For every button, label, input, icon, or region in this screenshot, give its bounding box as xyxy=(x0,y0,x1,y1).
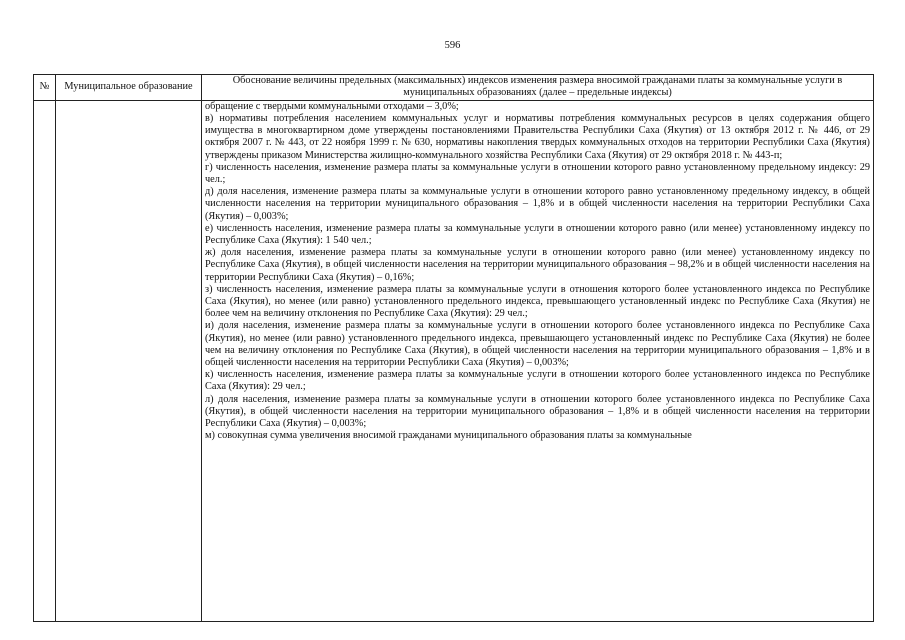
table-row xyxy=(34,100,874,621)
table-header-row xyxy=(34,75,874,101)
paragraph-v-norms: в) нормативы потребления населением коммунальных услуг и нормативы потребления коммунальных ресурсов в целях содержания общего имущества в многоквартирном доме утверждены постановлениями Правительства Республики Саха (Якутия) от 13 октября 2012 г. № 446, от 29 октября 2007 г. № 443, от 22 ноября 1999 г. № 630, нормативы накопления твердых коммунальных отходов на территории Республики Саха (Якутия) утверждены приказом Министерства жилищно-коммунального хозяйства Республики Саха (Якутия) от 29 октября 2018 г. № 443-п; xyxy=(205,113,870,161)
municipality-cell xyxy=(56,100,202,621)
paragraph-m-total: м) совокупная сумма увеличения вносимой гражданами муниципального образования платы за коммунальные xyxy=(205,430,692,442)
justification-cell xyxy=(202,100,874,621)
paragraph-waste: обращение с твердыми коммунальными отходами – 3,0%; xyxy=(205,100,459,112)
column-header-municipality: Муниципальное образование xyxy=(56,75,202,101)
column-header-justification: Обоснование величины предельных (максимальных) индексов изменения размера вносимой гражданами платы за коммунальные услуги в муниципальных образованиях (далее – предельные индексы) xyxy=(202,75,874,101)
paragraph-g-population: г) численность населения, изменение размера платы за коммунальные услуги в отношении которого равно установленному предельному индексу: 29 чел.; xyxy=(205,161,870,186)
paragraph-e-population: е) численность населения, изменение размера платы за коммунальные услуги в отношении которого равно (или менее) установленному индексу по Республике Саха (Якутия): 1 540 чел.; xyxy=(205,222,870,247)
row-number-cell xyxy=(34,100,56,621)
paragraph-z-population: з) численность населения, изменение размера платы за коммунальные услуги в отношения которого более установленного индекса по Республике Саха (Якутия), но менее (или равно) установленного предельного индекса, превышающего установленный индекс по Республике Саха (Якутия) не более чем на величину отклонения по Республике Саха (Якутия): 29 чел.; xyxy=(205,283,870,320)
paragraph-zh-share: ж) доля населения, изменение размера платы за коммунальные услуги в отношении которого равно (или менее) установленному индексу по Республике Саха (Якутия), в общей численности населения на территории муниципального образования – 98,2% и в общей численности населения на территории Республики Саха (Якутия) – 0,16%; xyxy=(205,247,870,283)
paragraph-d-share: д) доля населения, изменение размера платы за коммунальные услуги в отношении которого равно установленному предельному индексу, в общей численности населения на территории муниципального образования – 1,8% и в общей численности населения на территории Республики Саха (Якутия) – 0,003%; xyxy=(205,186,870,222)
paragraph-k-population: к) численность населения, изменение размера платы за коммунальные услуги в отношении которого более установленного индекса по Республике Саха (Якутия): 29 чел.; xyxy=(205,369,870,393)
page-number: 596 xyxy=(444,40,461,51)
paragraph-i-share: и) доля населения, изменение размера платы за коммунальные услуги в отношении которого более установленного индекса по Республике Саха (Якутия), но менее (или равно) установленного предельного индекса, превышающего установленный индекс по Республике Саха (Якутия) не более чем на величину отклонения по Республике Саха (Якутия), в общей численности населения на территории муниципального образования – 1,8% и в общей численности населения на территории Республики Саха (Якутия) – 0,003%; xyxy=(205,320,870,369)
justification-table xyxy=(33,74,874,622)
column-header-number: № xyxy=(34,75,56,101)
paragraph-l-share: л) доля населения, изменение размера платы за коммунальные услуги в отношении которого более установленного индекса по Республике Саха (Якутия), в общей численности населения на территории муниципального образования – 1,8% и в общей численности населения на территории Республики Саха (Якутия) – 0,003%; xyxy=(205,393,870,430)
